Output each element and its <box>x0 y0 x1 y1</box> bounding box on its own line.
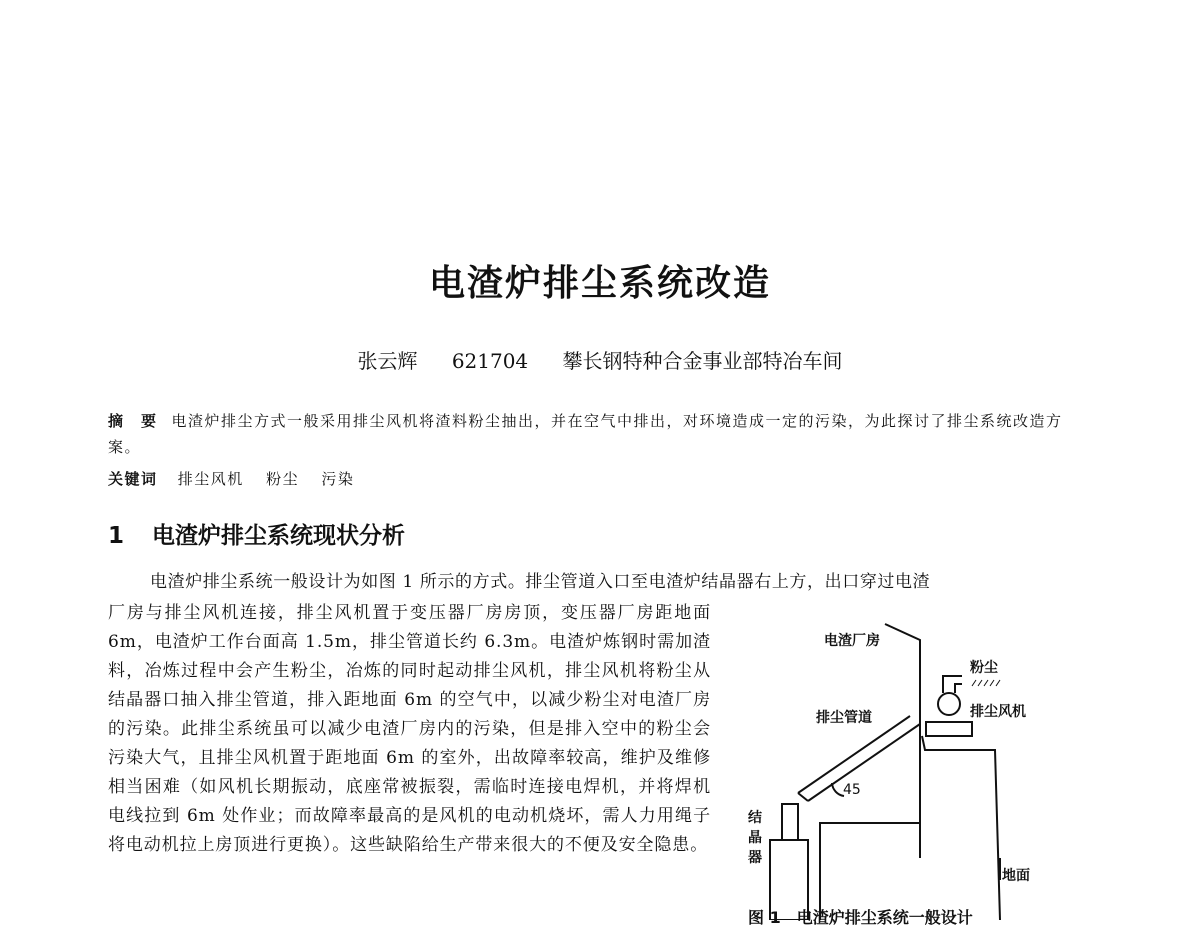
label-dust: 粉尘 <box>970 660 998 676</box>
abstract-text: 电渣炉排尘方式一般采用排尘风机将渣料粉尘抽出，并在空气中排出，对环境造成一定的污染，为此探讨了排尘系统改造方案。 <box>108 412 1063 456</box>
section-heading <box>108 517 405 550</box>
figure-caption: 图 1 电渣炉排尘系统一般设计 <box>748 908 973 927</box>
keywords-label: 关键词 <box>108 470 158 488</box>
dust-system-diagram <box>740 618 1070 920</box>
label-crystallizer-1: 结 <box>748 810 762 826</box>
label-crystallizer-2: 晶 <box>748 830 762 846</box>
fan-base <box>926 722 972 736</box>
crystallizer <box>782 804 798 840</box>
author-line <box>0 345 1200 374</box>
keyword: 粉尘 <box>266 470 300 488</box>
abstract <box>108 408 1088 460</box>
author-name: 张云辉 <box>357 349 418 373</box>
paper-title: 电渣炉排尘系统改造 <box>428 263 771 304</box>
author-affiliation: 攀长钢特种合金事业部特冶车间 <box>562 349 843 373</box>
dust-marks <box>972 680 1000 686</box>
label-crystallizer-3: 器 <box>748 850 762 866</box>
paragraph-first-line: 电渣炉排尘系统一般设计为如图 1 所示的方式。排尘管道入口至电渣炉结晶器右上方，出口穿过电渣 <box>150 572 931 592</box>
label-building: 电渣厂房 <box>824 633 880 649</box>
fan-icon <box>938 693 960 715</box>
keyword: 排尘风机 <box>177 470 244 488</box>
keywords <box>108 468 370 489</box>
label-ground: 地面 <box>1002 868 1030 884</box>
paragraph-body: 厂房与排尘风机连接，排尘风机置于变压器厂房房顶，变压器厂房距地面 6m，电渣炉工作台面高 1.5m，排尘管道长约 6.3m。电渣炉炼钢时需加渣料，冶炼过程中会产生粉尘，冶炼的同时起动排尘风机，排尘风机将粉尘从结晶器口抽入排尘管道，排入距地面 6m 的空气中，以减少粉尘对电渣厂房的污染。此排尘系统虽可以减少电渣厂房内的污染，但是排入空中的粉尘会污染大气，且排尘风机置于距地面 6m 的室外，出故障率较高，维护及维修相当困难（如风机长期振动，底座常被振裂，需临时连接电焊机，并将焊机电线拉到 6m 处作业；而故障率最高的是风机的电动机烧坏，需人力用绳子将电动机拉上房顶进行更换）。这些缺陷给生产带来很大的不便及安全隐患。 <box>108 603 711 855</box>
label-fan: 排尘风机 <box>970 704 1026 720</box>
author-postcode: 621704 <box>451 349 529 373</box>
figure-1 <box>740 618 1070 920</box>
keyword: 污染 <box>321 470 355 488</box>
label-angle: 45 <box>843 782 861 798</box>
abstract-label: 摘 要 <box>108 412 158 430</box>
transformer-house <box>922 736 1000 920</box>
section-number: 1 <box>108 523 125 549</box>
section-title: 电渣炉排尘系统现状分析 <box>152 523 406 549</box>
label-duct: 排尘管道 <box>816 710 872 726</box>
